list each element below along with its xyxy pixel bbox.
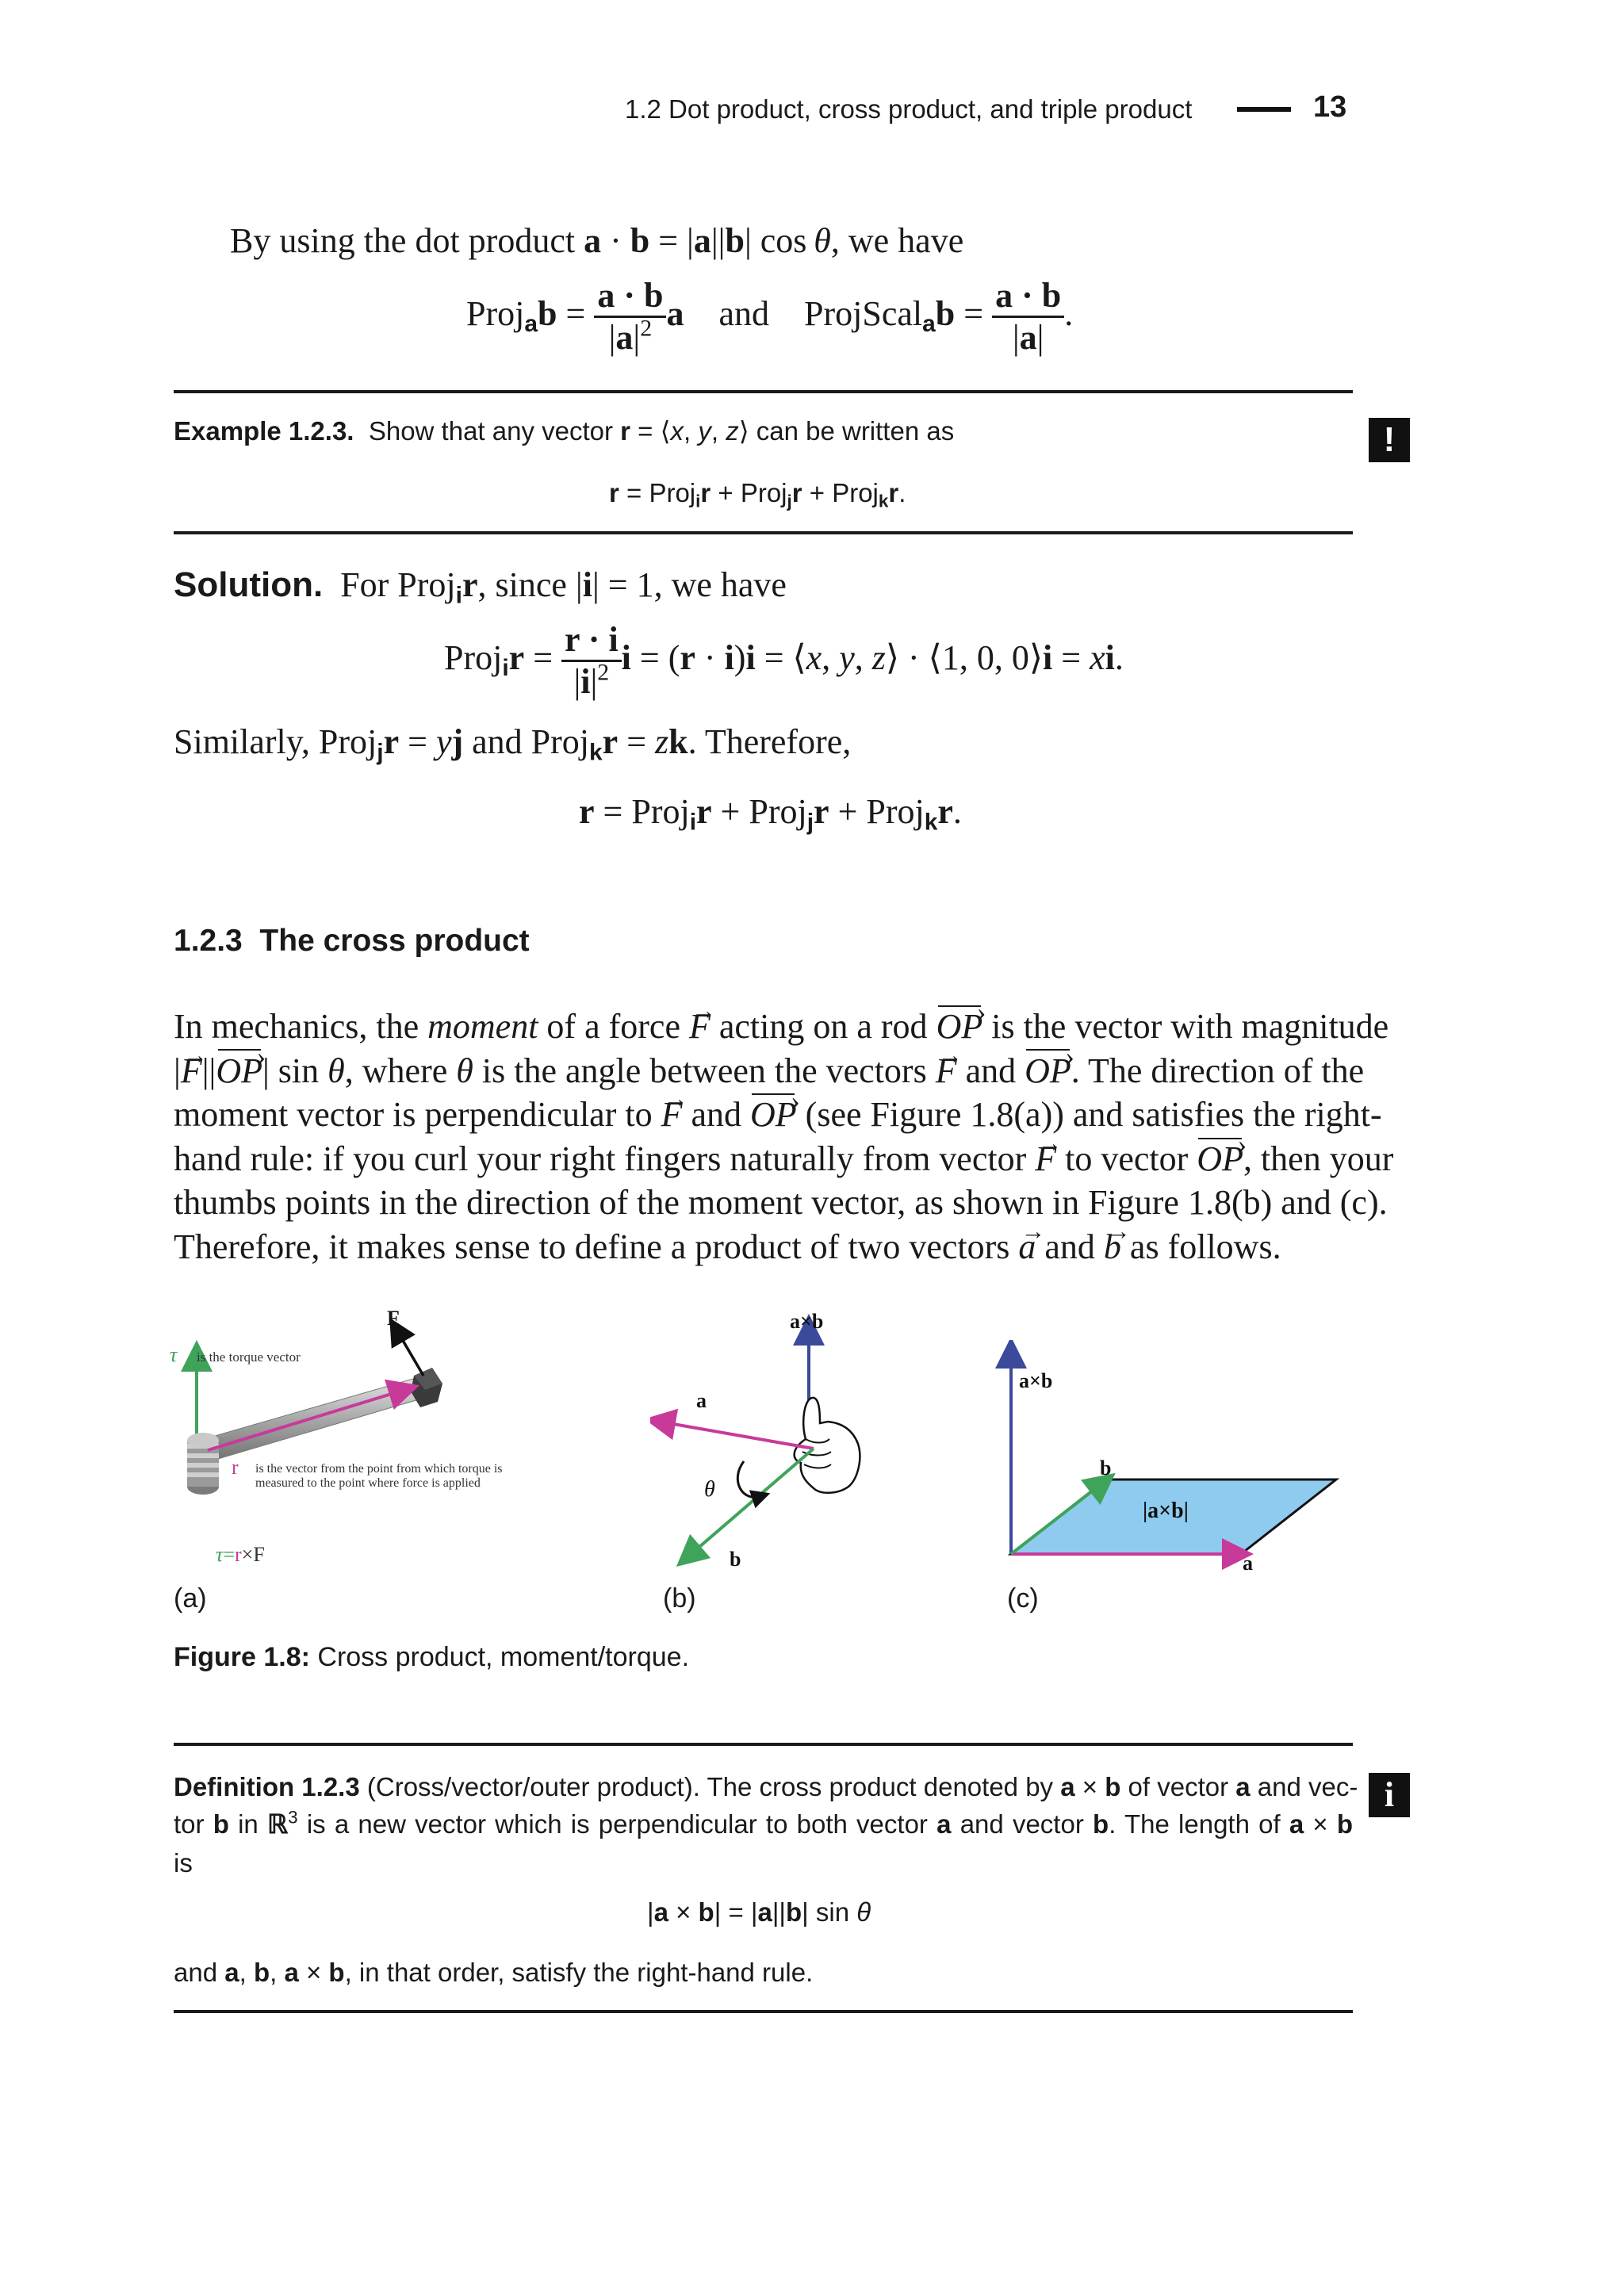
solution-line: Solution. For Proj$_i$r, since |i| = 1, we have: [174, 565, 787, 609]
b-label: b: [730, 1548, 741, 1571]
a-label: a: [696, 1389, 707, 1412]
theta-label: θ: [704, 1477, 715, 1502]
paragraph-line: hand rule: if you curl your right fingers naturally from vector → F to vector OP ›, then your: [174, 1137, 1353, 1181]
definition-rule-bottom: [174, 2010, 1353, 2013]
hand-drawing: [795, 1398, 860, 1493]
example-rule-top: [174, 390, 1353, 393]
warning-icon: !: [1369, 418, 1410, 462]
solution-equation: Proj$_i$r = $\frac{r \cdot i}{|i|^2}$ i = (r · i)i = ⟨x, y, z⟩ · ⟨1, 0, 0⟩i = xi.: [444, 620, 1124, 702]
definition-text: [174, 1768, 1358, 1881]
page-number: 13: [1313, 90, 1347, 124]
figure-caption-label: Figure 1.8:: [174, 1642, 310, 1672]
figure-panel-c: [995, 1340, 1360, 1578]
header-rule: [1237, 107, 1291, 112]
a-vector: [660, 1422, 814, 1449]
paragraph-line: In mechanics, the moment of a force → F acting on a rod OP › is the vector with magnitude: [174, 1005, 1353, 1049]
definition-line: is: [174, 1848, 193, 1878]
tau-note: is the torque vector: [197, 1349, 301, 1365]
definition-formula: |a × b| = |a||b| sin θ: [647, 1897, 871, 1927]
r-symbol: r: [232, 1456, 239, 1479]
paragraph-line: |→ F||OP ›| sin θ, where θ is the angle between the vectors → F and OP ›. The direction of the: [174, 1049, 1353, 1093]
example-label: Example 1.2.3.: [174, 416, 354, 446]
section-title: The cross product: [259, 924, 530, 958]
running-title: 1.2 Dot product, cross product, and triple product: [625, 94, 1193, 124]
definition-label: Definition 1.2.3: [174, 1772, 360, 1801]
torque-formula: τ=r×F: [216, 1543, 265, 1566]
definition-rule-top: [174, 1743, 1353, 1746]
r-note-1: is the vector from the point from which torque is: [255, 1462, 503, 1476]
example-statement: Example 1.2.3. Show that any vector r = ⟨x, y, z⟩ can be written as: [174, 416, 955, 446]
figure-caption: [174, 1640, 689, 1675]
definition-line: Definition 1.2.3 (Cross/vector/outer product). The cross product denoted by a × b of vector a and vec-: [174, 1772, 1358, 1801]
info-icon: i: [1369, 1773, 1410, 1817]
running-header: [625, 92, 1192, 127]
moment-paragraph: [174, 1005, 1394, 1269]
paragraph-line: Therefore, it makes sense to define a product of two vectors → a and → b as follows.: [174, 1225, 1353, 1269]
paragraph-line: thumbs points in the direction of the moment vector, as shown in Figure 1.8(b) and (c).: [174, 1183, 1388, 1223]
solution-result: r = Proj$_i$r + Proj$_j$r + Proj$_k$r.: [579, 792, 962, 836]
proj-formula: Proj$_a$b = $\frac{a \cdot b}{|a|^2}$ a and ProjScal$_a$b = $\frac{a \cdot b}{|a|}$ .: [466, 276, 1074, 358]
fraction: $\frac{a \cdot b}{|a|}$: [992, 278, 1064, 356]
definition-line: tor b in ℝ$^3$ is a new vector which is perpendicular to both vector a and vector b. The length of a × b: [174, 1807, 1354, 1839]
example-equation: r = Proj$_i$r + Proj$_j$r + Proj$_k$r.: [609, 478, 906, 511]
r-vector: [208, 1390, 404, 1450]
panel-tag-a: (a): [174, 1583, 207, 1614]
fraction: $\frac{a \cdot b}{|a|^2}$: [594, 278, 666, 356]
axb-label: a×b: [790, 1310, 824, 1333]
figure-panel-b: [650, 1304, 904, 1574]
section-number: 1.2.3: [174, 924, 243, 958]
tau-symbol: τ: [170, 1343, 178, 1366]
b-label: b: [1100, 1457, 1112, 1480]
force-label: F: [387, 1307, 400, 1330]
solution-label: Solution.: [174, 565, 324, 604]
curl-arrow: [737, 1461, 761, 1497]
fraction: $\frac{r \cdot i}{|i|^2}$: [561, 622, 622, 700]
panel-tag-b: (b): [663, 1583, 696, 1614]
axb-label: a×b: [1019, 1369, 1053, 1392]
definition-closing: and a, b, a × b, in that order, satisfy the right-hand rule.: [174, 1958, 814, 1987]
similarly-line: Similarly, Proj$_j$r = yj and Proj$_k$r = zk. Therefore,: [174, 722, 852, 766]
r-note-2: measured to the point where force is applied: [255, 1476, 481, 1490]
example-rule-bottom: [174, 531, 1353, 534]
section-heading: [174, 921, 530, 961]
figure-panel-a: [159, 1296, 571, 1578]
b-vector: [688, 1449, 814, 1556]
force-arrow: [396, 1330, 423, 1376]
rod: [198, 1376, 432, 1463]
panel-tag-c: (c): [1007, 1583, 1039, 1614]
figure-caption-text: Cross product, moment/torque.: [317, 1642, 690, 1672]
area-label: |a×b|: [1143, 1499, 1189, 1523]
paragraph-line: moment vector is perpendicular to → F and OP › (see Figure 1.8(a)) and satisfies the right-: [174, 1093, 1353, 1137]
a-label: a: [1243, 1552, 1253, 1575]
intro-line: By using the dot product a · b = |a||b| cos θ, we have: [230, 221, 964, 260]
